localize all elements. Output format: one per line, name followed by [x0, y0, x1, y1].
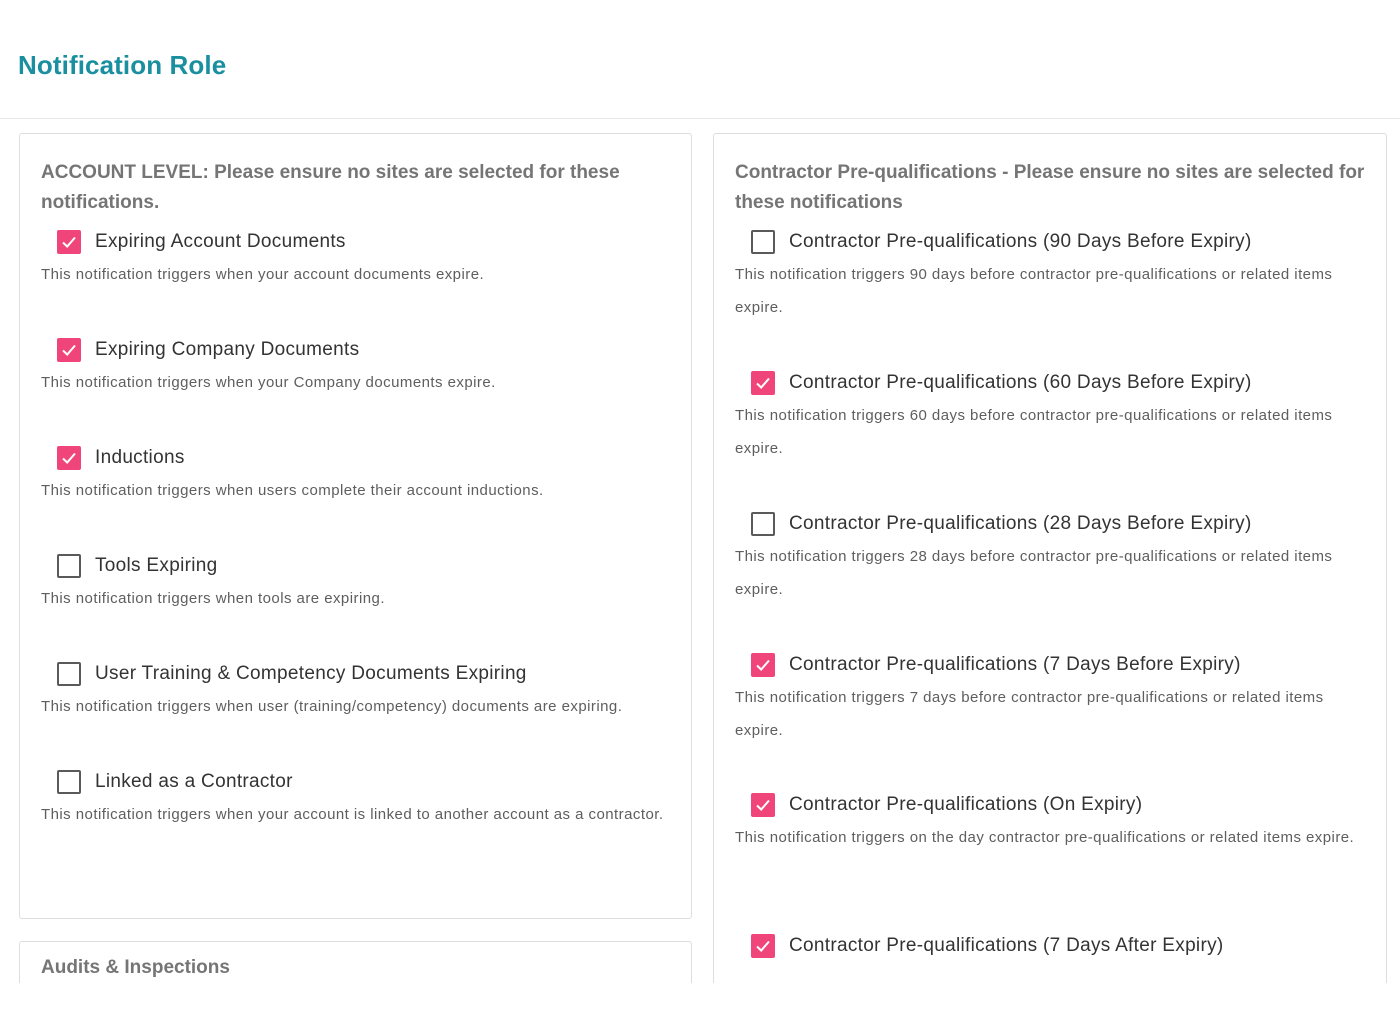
- prequal-90-days-before-checkbox[interactable]: [751, 230, 775, 254]
- expiring-account-documents-description: This notification triggers when your account documents expire.: [41, 266, 485, 283]
- expiring-company-documents-checkbox[interactable]: [57, 338, 81, 362]
- prequal-7-days-after-label: Contractor Pre-qualifications (7 Days After Expiry): [789, 935, 1224, 956]
- user-training-documents-label: User Training & Competency Documents Expiring: [95, 663, 527, 684]
- prequal-28-days-before-label: Contractor Pre-qualifications (28 Days Before Expiry): [789, 513, 1252, 534]
- linked-as-contractor-label: Linked as a Contractor: [95, 771, 293, 792]
- tools-expiring-description: This notification triggers when tools are expiring.: [41, 590, 385, 607]
- account-level-card: [19, 133, 692, 919]
- expiring-company-documents-description: This notification triggers when your Company documents expire.: [41, 374, 496, 391]
- prequal-60-days-before-label: Contractor Pre-qualifications (60 Days Before Expiry): [789, 372, 1252, 393]
- checkmark-icon: [754, 656, 772, 674]
- expiring-account-documents-checkbox[interactable]: [57, 230, 81, 254]
- prequal-28-days-before-description: This notification triggers 28 days before contractor pre-qualifications or related items expire.: [735, 548, 1333, 598]
- prequal-on-expiry-checkbox[interactable]: [751, 793, 775, 817]
- checkmark-icon: [60, 233, 78, 251]
- prequal-28-days-before-checkbox[interactable]: [751, 512, 775, 536]
- checkmark-icon: [60, 449, 78, 467]
- prequal-90-days-before-label: Contractor Pre-qualifications (90 Days Before Expiry): [789, 231, 1252, 252]
- checkmark-icon: [754, 796, 772, 814]
- prequal-60-days-before-description: This notification triggers 60 days before contractor pre-qualifications or related items expire.: [735, 407, 1333, 457]
- user-training-documents-description: This notification triggers when user (training/competency) documents are expiring.: [41, 698, 623, 715]
- page-title: Notification Role: [18, 50, 227, 80]
- prequal-7-days-after-checkbox[interactable]: [751, 934, 775, 958]
- account-level-card-title: ACCOUNT LEVEL: Please ensure no sites are selected for these notifications.: [41, 162, 620, 213]
- tools-expiring-label: Tools Expiring: [95, 555, 218, 576]
- prequal-90-days-before-description: This notification triggers 90 days before contractor pre-qualifications or related items expire.: [735, 266, 1333, 316]
- inductions-label: Inductions: [95, 447, 185, 468]
- tools-expiring-checkbox[interactable]: [57, 554, 81, 578]
- user-training-documents-checkbox[interactable]: [57, 662, 81, 686]
- prequal-60-days-before-checkbox[interactable]: [751, 371, 775, 395]
- prequal-on-expiry-description: This notification triggers on the day contractor pre-qualifications or related items expire.: [735, 829, 1355, 846]
- contractor-prequalifications-card-title: Contractor Pre-qualifications - Please ensure no sites are selected for these notifications: [735, 162, 1365, 213]
- inductions-checkbox[interactable]: [57, 446, 81, 470]
- prequal-7-days-before-checkbox[interactable]: [751, 653, 775, 677]
- expiring-account-documents-label: Expiring Account Documents: [95, 231, 346, 252]
- prequal-7-days-before-description: This notification triggers 7 days before contractor pre-qualifications or related items expire.: [735, 689, 1324, 739]
- checkmark-icon: [60, 341, 78, 359]
- linked-as-contractor-checkbox[interactable]: [57, 770, 81, 794]
- audits-inspections-card: [19, 941, 692, 983]
- page-header: [0, 0, 1400, 119]
- content-area: [0, 120, 1400, 983]
- contractor-prequalifications-card: [713, 133, 1387, 983]
- inductions-description: This notification triggers when users complete their account inductions.: [41, 482, 544, 499]
- checkmark-icon: [754, 937, 772, 955]
- expiring-company-documents-label: Expiring Company Documents: [95, 339, 360, 360]
- checkmark-icon: [754, 374, 772, 392]
- prequal-7-days-before-label: Contractor Pre-qualifications (7 Days Before Expiry): [789, 654, 1241, 675]
- linked-as-contractor-description: This notification triggers when your account is linked to another account as a contractor.: [41, 806, 664, 823]
- prequal-on-expiry-label: Contractor Pre-qualifications (On Expiry): [789, 794, 1143, 815]
- audits-inspections-card-title: Audits & Inspections: [41, 957, 230, 978]
